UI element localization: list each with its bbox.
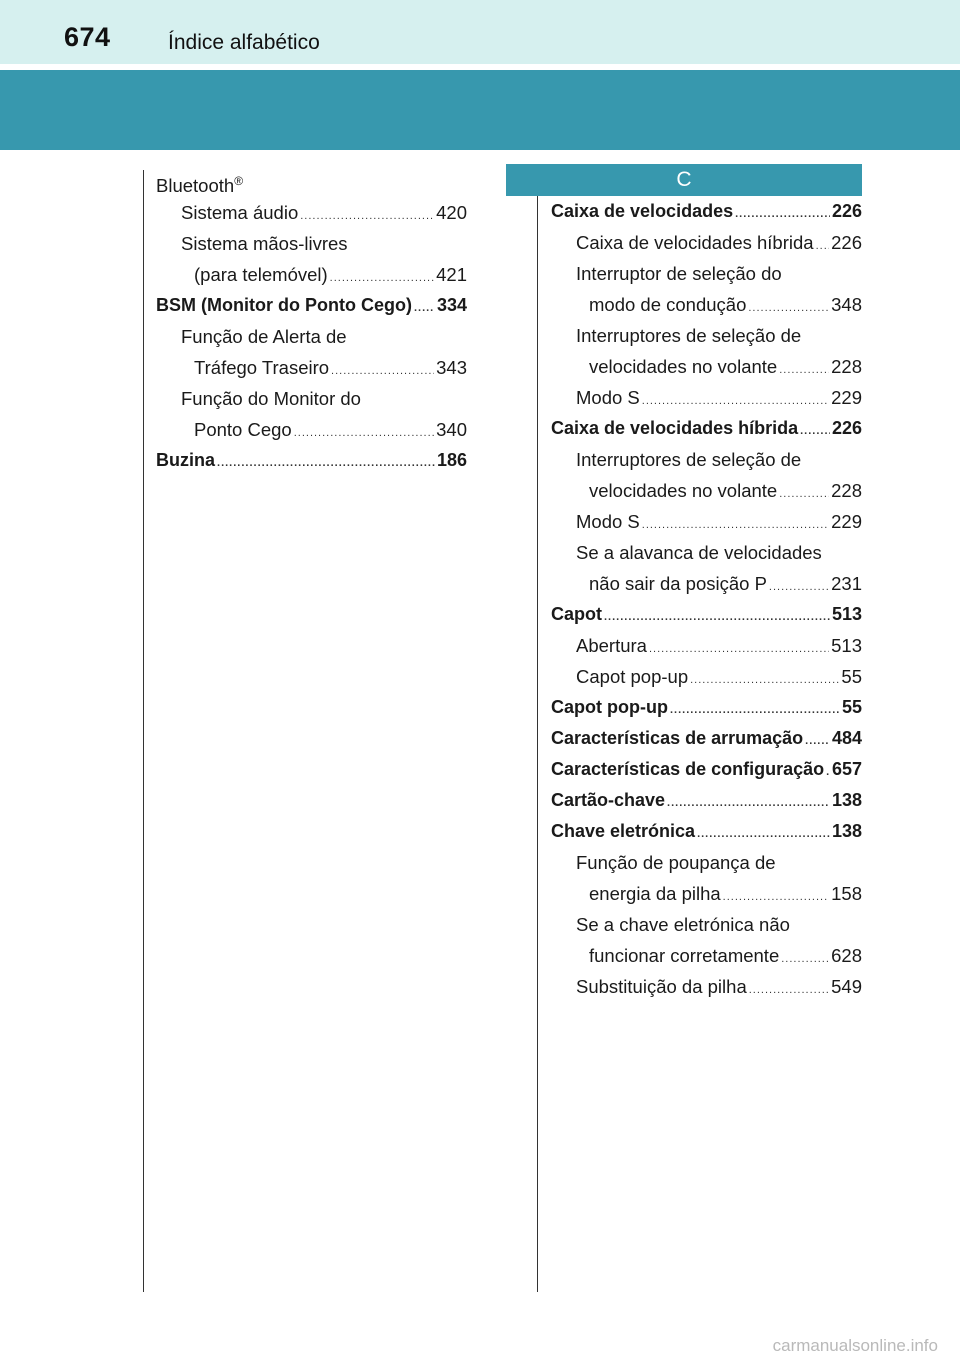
index-entry-text: Caixa de velocidades híbrida	[576, 232, 814, 253]
index-entry-text: modo de condução	[589, 294, 747, 315]
index-entry-text: Caixa de velocidades	[551, 201, 734, 221]
watermark: carmanualsonline.info	[772, 1336, 938, 1355]
index-entry-text: Caixa de velocidades híbrida	[551, 418, 799, 438]
index-entry-text: velocidades no volante	[589, 356, 778, 377]
index-entry-text: Se a chave eletrónica não	[576, 914, 790, 935]
index-entry-page: 348	[831, 294, 862, 315]
page-title: Índice alfabético	[168, 31, 320, 54]
index-left-column	[156, 166, 467, 476]
index-entry	[156, 383, 467, 414]
index-entry-text: Cartão-chave	[551, 790, 666, 810]
index-entry-page: 186	[436, 450, 467, 470]
index-entry	[551, 506, 862, 537]
index-entry	[551, 320, 862, 351]
index-entry-text: Tráfego Traseiro	[194, 357, 330, 378]
index-entry	[551, 599, 862, 630]
index-entry-text: Buzina	[156, 450, 216, 470]
index-entry-page: 420	[436, 202, 467, 223]
index-entry-text: Interruptores de seleção de	[576, 449, 802, 470]
index-entry-page: 228	[831, 480, 862, 501]
index-entry	[156, 228, 467, 259]
index-entry	[551, 940, 862, 971]
index-entry-page: 484	[831, 728, 862, 748]
index-entry-text: Características de configuração	[551, 759, 825, 779]
index-entry	[551, 723, 862, 754]
index-entry	[551, 382, 862, 413]
index-entry-text: não sair da posição P	[589, 573, 767, 594]
header-bar	[0, 0, 960, 64]
dot-leader	[805, 726, 830, 757]
index-entry-page: 226	[831, 201, 862, 221]
index-entry	[551, 661, 862, 692]
index-entry-text: Capot pop-up	[551, 697, 668, 717]
index-entry	[551, 289, 862, 320]
index-entry	[551, 692, 862, 723]
page-number: 674	[64, 22, 111, 52]
index-entry	[551, 351, 862, 382]
index-entry	[551, 909, 862, 940]
index-entry	[551, 847, 862, 878]
index-entry-page: 55	[841, 666, 862, 687]
index-entry-text: Abertura	[576, 635, 647, 656]
index-entry	[156, 166, 467, 197]
dot-leader	[800, 416, 830, 447]
index-entry-text: Substituição da pilha	[576, 976, 747, 997]
index-entry-text: energia da pilha	[589, 883, 721, 904]
dot-leader	[697, 819, 830, 850]
registered-mark: ®	[234, 174, 244, 188]
index-entry	[551, 816, 862, 847]
index-entry	[156, 414, 467, 445]
index-entry-page: 549	[831, 976, 862, 997]
dot-leader	[667, 788, 830, 819]
index-entry-text: Sistema áudio	[181, 202, 299, 223]
index-entry-text: Características de arrumação	[551, 728, 804, 748]
index-entry-page: 226	[831, 418, 862, 438]
index-entry-text: Função de poupança de	[576, 852, 776, 873]
dot-leader	[414, 293, 435, 324]
index-entry-page: 228	[831, 356, 862, 377]
index-entry-page: 657	[831, 759, 862, 779]
index-entry-text: Interruptor de seleção do	[576, 263, 782, 284]
index-entry-page: 55	[841, 697, 862, 717]
index-entry	[551, 258, 862, 289]
index-entry	[551, 475, 862, 506]
index-entry	[156, 290, 467, 321]
index-entry-text: Modo S	[576, 511, 640, 532]
index-entry	[551, 413, 862, 444]
index-entry	[551, 971, 862, 1002]
index-entry-text: Chave eletrónica	[551, 821, 696, 841]
index-entry-page: 513	[831, 635, 862, 656]
index-entry-page: 229	[831, 511, 862, 532]
index-entry-text: (para telemóvel)	[194, 264, 328, 285]
index-entry-page: 229	[831, 387, 862, 408]
index-entry-text: funcionar corretamente	[589, 945, 780, 966]
index-entry-text: Função do Monitor do	[181, 388, 361, 409]
index-entry	[156, 445, 467, 476]
dot-leader	[670, 695, 840, 726]
index-entry	[156, 197, 467, 228]
index-entry-text: Capot pop-up	[576, 666, 689, 687]
index-entry-text: Se a alavanca de velocidades	[576, 542, 822, 563]
index-entry	[551, 196, 862, 227]
index-entry-text: velocidades no volante	[589, 480, 778, 501]
index-entry	[551, 630, 862, 661]
index-entry	[156, 321, 467, 352]
index-entry	[551, 537, 862, 568]
left-column-rule	[143, 170, 144, 1292]
index-entry-page: 231	[831, 573, 862, 594]
dot-leader	[826, 757, 830, 788]
index-entry	[156, 352, 467, 383]
index-right-column	[551, 196, 862, 1002]
index-entry-text: Ponto Cego	[194, 419, 292, 440]
index-entry-text: BSM (Monitor do Ponto Cego)	[156, 295, 412, 315]
index-entry-page: 513	[831, 604, 862, 624]
middle-column-rule	[537, 170, 538, 1292]
index-entry	[551, 785, 862, 816]
index-entry-text: Função de Alerta de	[181, 326, 347, 347]
dot-leader	[217, 448, 435, 479]
index-entry-text: Modo S	[576, 387, 640, 408]
index-entry-page: 421	[436, 264, 467, 285]
index-entry-text: Interruptores de seleção de	[576, 325, 802, 346]
index-entry	[551, 444, 862, 475]
index-entry-page: 343	[436, 357, 467, 378]
section-letter-header: C	[506, 164, 862, 196]
index-entry-page: 138	[831, 821, 862, 841]
index-entry	[551, 227, 862, 258]
index-entry-text: Capot	[551, 604, 602, 624]
index-entry-text: Bluetooth®	[156, 174, 244, 197]
index-entry	[551, 568, 862, 599]
index-entry-page: 340	[436, 419, 467, 440]
header-band	[0, 70, 960, 150]
index-entry-text: Sistema mãos-livres	[181, 233, 348, 254]
index-entry-page: 158	[831, 883, 862, 904]
index-entry	[551, 754, 862, 785]
index-entry	[551, 878, 862, 909]
index-entry-page: 138	[831, 790, 862, 810]
index-entry-page: 628	[831, 945, 862, 966]
index-entry-page: 334	[436, 295, 467, 315]
dot-leader	[749, 975, 829, 1006]
dot-leader	[604, 602, 830, 633]
index-entry	[156, 259, 467, 290]
dot-leader	[735, 199, 830, 230]
index-entry-page: 226	[831, 232, 862, 253]
